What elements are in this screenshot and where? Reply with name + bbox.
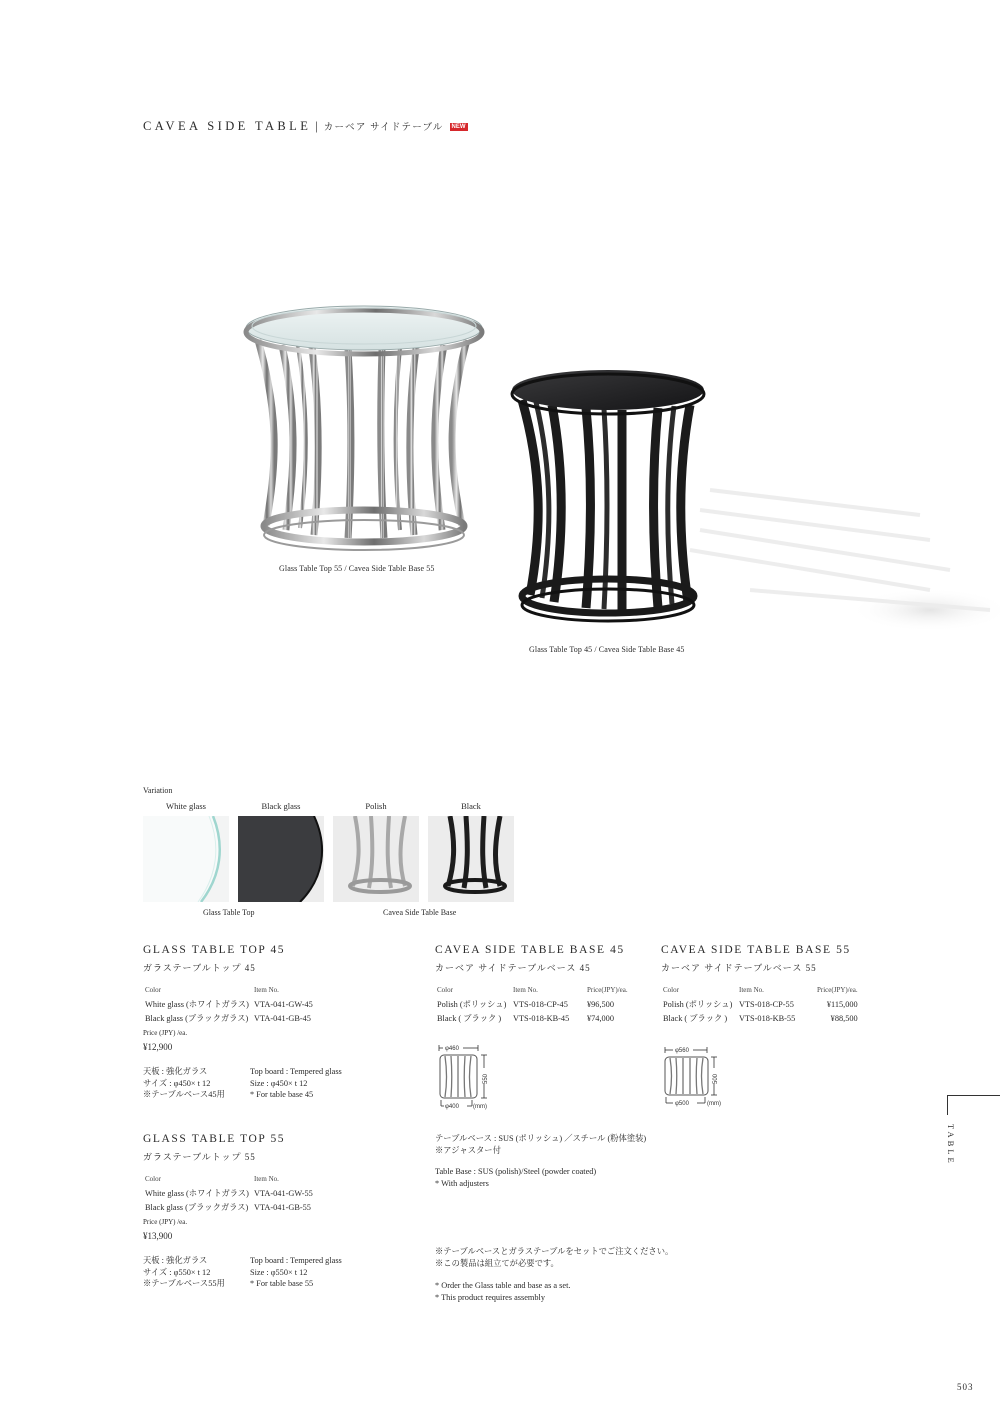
table-row — [663, 1013, 858, 1026]
col-price-header: Price(JPY)/ea. — [587, 986, 628, 994]
side-tab-label: TABLE — [946, 1124, 956, 1166]
spec-line: Size : φ550× t 12 — [250, 1267, 308, 1277]
new-badge: NEW — [451, 124, 466, 130]
col-color-header: Color — [663, 986, 679, 994]
color-cell: Polish (ポリッシュ) — [437, 999, 507, 1009]
note-line: * This product requires assembly — [435, 1292, 545, 1302]
spec-line: ※テーブルベース45用 — [143, 1090, 225, 1099]
material-line: * With adjusters — [435, 1178, 489, 1188]
black-glass-swatch — [238, 816, 324, 902]
page-title — [143, 119, 468, 134]
col-item-header: Item No. — [513, 986, 538, 994]
base55-table — [661, 982, 860, 1028]
base45-title: CAVEA SIDE TABLE BASE 45 — [435, 944, 625, 956]
price-cell: ¥88,500 — [830, 1014, 858, 1023]
glass45-subtitle: ガラステーブルトップ 45 — [143, 963, 256, 973]
notes-jp — [435, 1246, 673, 1269]
base45-dimension-drawing — [433, 1040, 503, 1112]
col-color-header: Color — [437, 986, 453, 994]
table-row — [437, 1013, 628, 1026]
spec-line: 天板 : 強化ガラス — [143, 1256, 208, 1265]
dim-bottom-text: φ500 — [675, 1101, 689, 1107]
table-row — [145, 1013, 313, 1026]
col-price-header: Price(JPY)/ea. — [817, 986, 858, 994]
table-row — [145, 1202, 313, 1215]
spec-line: ※テーブルベース55用 — [143, 1279, 225, 1288]
spec-line: * For table base 55 — [250, 1279, 314, 1288]
material-line: テーブルベース : SUS (ポリッシュ) ／スチール (粉体塗装) — [435, 1134, 647, 1143]
glass45-price-label: Price (JPY) /ea. — [143, 1029, 188, 1037]
material-en — [435, 1166, 596, 1189]
polish-base-swatch — [333, 816, 419, 902]
glass45-price: ¥12,900 — [143, 1042, 173, 1052]
item-cell: VTS-018-KB-55 — [739, 1014, 796, 1023]
col-item-header: Item No. — [739, 986, 764, 994]
dim-height-text: 550 — [483, 1073, 489, 1084]
glass55-subtitle: ガラステーブルトップ 55 — [143, 1152, 256, 1162]
swatch-label-black-glass: Black glass — [261, 801, 301, 811]
glass55-price: ¥13,900 — [143, 1231, 173, 1241]
material-line: Table Base : SUS (polish)/Steel (powder coated) — [435, 1167, 597, 1176]
table-45-illustration — [512, 370, 704, 621]
group-label-table-base: Cavea Side Table Base — [383, 908, 457, 917]
table-row — [437, 999, 628, 1012]
product-photo — [230, 290, 1000, 630]
title-jp: カーベア サイドテーブル — [323, 123, 444, 133]
swatch-label-black: Black — [461, 801, 481, 811]
glass45-spec-jp — [143, 1066, 225, 1101]
white-glass-swatch — [143, 816, 229, 902]
title-separator: | — [315, 119, 318, 133]
spec-line: 天板 : 強化ガラス — [143, 1067, 208, 1076]
spec-line: Top board : Tempered glass — [250, 1067, 342, 1076]
material-jp — [435, 1133, 646, 1156]
table-55-illustration — [246, 306, 482, 550]
glass55-table — [143, 1171, 315, 1217]
spec-line: Top board : Tempered glass — [250, 1256, 342, 1265]
col-item-header: Item No. — [254, 1175, 279, 1183]
color-cell: Black ( ブラック ) — [437, 1014, 502, 1023]
material-line: ※アジャスター付 — [435, 1145, 501, 1155]
glass45-spec-en — [250, 1066, 342, 1101]
price-cell: ¥74,000 — [587, 1014, 614, 1023]
side-tab-bracket — [947, 1095, 1000, 1115]
base55-title: CAVEA SIDE TABLE BASE 55 — [661, 944, 851, 956]
glass55-title: GLASS TABLE TOP 55 — [143, 1133, 286, 1145]
item-cell: VTS-018-CP-55 — [739, 999, 794, 1009]
dim-unit-text: (mm) — [707, 1101, 721, 1107]
black-base-swatch — [428, 816, 514, 902]
table-row — [663, 999, 858, 1012]
table-row — [145, 999, 313, 1012]
glass45-table — [143, 982, 315, 1028]
color-cell: White glass (ホワイトガラス) — [145, 1188, 249, 1198]
price-cell: ¥96,500 — [587, 999, 614, 1009]
dim-unit-text: (mm) — [473, 1104, 487, 1110]
caption-table-55: Glass Table Top 55 / Cavea Side Table Base 55 — [279, 564, 435, 573]
item-cell: VTA-041-GB-45 — [254, 1014, 311, 1023]
note-line: * Order the Glass table and base as a set. — [435, 1281, 571, 1290]
glass45-title: GLASS TABLE TOP 45 — [143, 944, 286, 956]
note-line: ※この製品は組立てが必要です。 — [435, 1258, 559, 1268]
price-cell: ¥115,000 — [826, 999, 858, 1009]
note-line: ※テーブルベースとガラステーブルをセットでご注文ください。 — [435, 1247, 674, 1256]
item-cell: VTA-041-GW-55 — [254, 1188, 313, 1198]
color-cell: Black ( ブラック ) — [663, 1014, 728, 1023]
item-cell: VTA-041-GB-55 — [254, 1203, 311, 1212]
spec-line: サイズ : φ450× t 12 — [143, 1078, 211, 1088]
group-label-glass-top: Glass Table Top — [203, 908, 255, 917]
glass55-spec-en — [250, 1255, 342, 1290]
col-item-header: Item No. — [254, 986, 279, 994]
spec-line: Size : φ450× t 12 — [250, 1078, 308, 1088]
base45-subtitle: カーベア サイドテーブルベース 45 — [435, 963, 591, 973]
col-color-header: Color — [145, 986, 161, 994]
spec-line: * For table base 45 — [250, 1090, 314, 1099]
spec-line: サイズ : φ550× t 12 — [143, 1267, 211, 1277]
dim-bottom-text: φ400 — [445, 1104, 459, 1110]
base55-subtitle: カーベア サイドテーブルベース 55 — [661, 963, 817, 973]
glass55-spec-jp — [143, 1255, 225, 1290]
variation-heading: Variation — [143, 786, 173, 795]
color-cell: Polish (ポリッシュ) — [663, 999, 733, 1009]
glass55-price-label: Price (JPY) /ea. — [143, 1218, 188, 1226]
dim-top-text: φ460 — [445, 1046, 459, 1052]
swatch-label-white-glass: White glass — [166, 801, 206, 811]
page-number: 503 — [957, 1382, 974, 1392]
caption-table-45: Glass Table Top 45 / Cavea Side Table Base 45 — [529, 645, 685, 654]
item-cell: VTS-018-CP-45 — [513, 999, 568, 1009]
color-cell: Black glass (ブラックガラス) — [145, 1203, 249, 1212]
color-cell: White glass (ホワイトガラス) — [145, 999, 249, 1009]
dim-height-text: 500 — [713, 1073, 719, 1084]
item-cell: VTA-041-GW-45 — [254, 999, 313, 1009]
item-cell: VTS-018-KB-45 — [513, 1014, 570, 1023]
notes-en — [435, 1280, 570, 1303]
col-color-header: Color — [145, 1175, 161, 1183]
base55-dimension-drawing — [659, 1042, 734, 1112]
table-row — [145, 1188, 313, 1201]
swatch-label-polish: Polish — [365, 801, 387, 811]
dim-top-text: φ560 — [675, 1048, 689, 1054]
title-en: CAVEA SIDE TABLE — [143, 119, 312, 133]
base45-table — [435, 982, 630, 1028]
color-cell: Black glass (ブラックガラス) — [145, 1014, 249, 1023]
